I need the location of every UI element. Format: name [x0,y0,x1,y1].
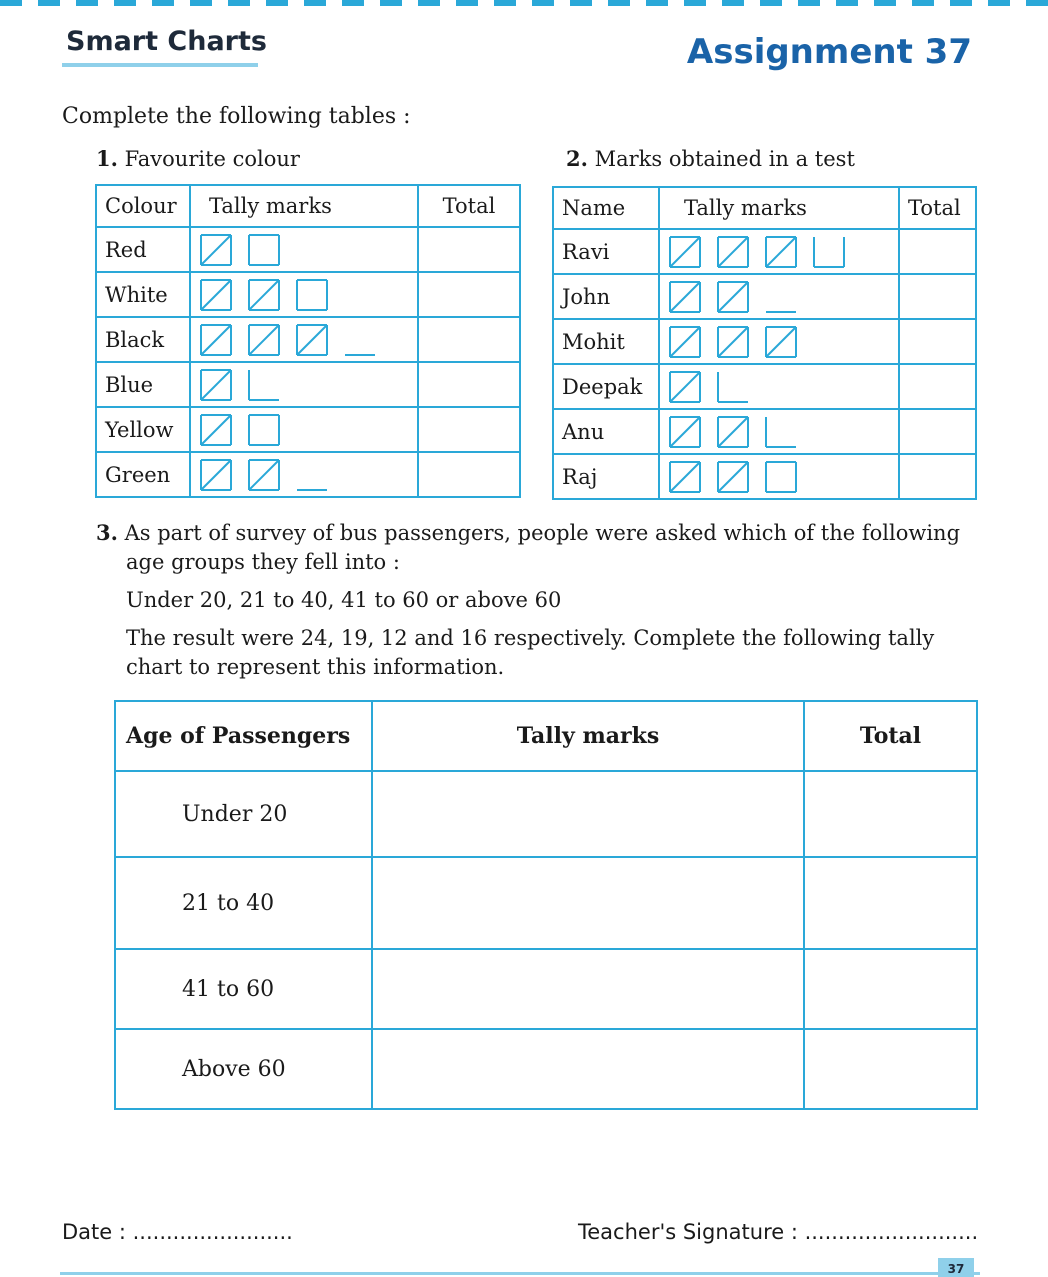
tally-mark-group [716,235,750,269]
tally-mark-group [199,368,233,402]
tally-cell [190,452,418,497]
tally-marks [668,370,890,404]
name-cell: Mohit [553,319,659,364]
tally-mark-group [764,280,798,314]
total-cell[interactable] [804,949,977,1029]
tally-stroke [718,417,748,447]
tally-stroke [201,280,231,310]
table-header-row [96,185,520,227]
tally-stroke [718,327,748,357]
name-cell: White [96,272,190,317]
tally-mark-group [295,458,329,492]
tally-mark-group [199,413,233,447]
tally-stroke [670,327,700,357]
tally-mark-group [716,280,750,314]
name-cell: Raj [553,454,659,499]
q3-number: 3. [96,520,118,545]
q2-number: 2. [566,146,588,171]
bottom-rule [60,1272,980,1275]
q2-title: Marks obtained in a test [594,147,855,171]
table-row [115,771,977,857]
age-group-cell: 41 to 60 [115,949,372,1029]
tally-cell [659,364,899,409]
name-cell: Yellow [96,407,190,452]
tally-mark-group [199,278,233,312]
header-cell: Tally marks [190,185,418,227]
q1-title: Favourite colour [124,147,300,171]
tally-marks [668,415,890,449]
table-row [553,319,976,364]
page-number: 37 [938,1258,974,1277]
name-cell: Deepak [553,364,659,409]
instruction-text: Complete the following tables : [62,104,411,129]
tally-mark-group [668,460,702,494]
tally-cell [659,409,899,454]
table-row [96,317,520,362]
tally-stroke [201,370,231,400]
tally-stroke [201,325,231,355]
tally-mark-group [247,233,281,267]
tally-stroke [249,325,279,355]
q3-result-line1: The result were 24, 19, 12 and 16 respectively. Complete the following tally [126,626,935,650]
table-row [553,454,976,499]
tally-mark-group [764,415,798,449]
tally-stroke [718,237,748,267]
header-cell: Total [418,185,520,227]
q1-heading [96,146,300,171]
tally-marks [199,233,409,267]
tally-mark-group [812,235,846,269]
q1-number: 1. [96,146,118,171]
tally-mark-group [668,235,702,269]
tally-stroke [249,460,279,490]
series-underline [62,63,258,67]
tally-stroke [670,237,700,267]
tally-cell [659,454,899,499]
tally-marks [199,368,409,402]
tally-marks [668,325,890,359]
name-cell: Green [96,452,190,497]
tally-cell[interactable] [372,1029,804,1109]
tally-mark-group [716,415,750,449]
tally-mark-group [199,458,233,492]
tally-mark-group [247,323,281,357]
tally-mark-group [764,235,798,269]
tally-mark-group [764,460,798,494]
table-row [115,857,977,949]
tally-mark-group [668,280,702,314]
age-group-cell: Under 20 [115,771,372,857]
table-row [96,362,520,407]
tally-mark-group [247,458,281,492]
header-cell: Tally marks [372,701,804,771]
tally-mark-group [668,415,702,449]
q3-text [96,518,986,682]
total-cell[interactable] [899,274,976,319]
tally-stroke [718,462,748,492]
name-cell: Blue [96,362,190,407]
total-cell[interactable] [418,407,520,452]
tally-mark-group [247,278,281,312]
tally-stroke [670,282,700,312]
tally-mark-group [247,413,281,447]
table-row [115,1029,977,1109]
q3-groups: Under 20, 21 to 40, 41 to 60 or above 60 [126,588,562,612]
tally-marks [199,413,409,447]
tally-stroke [249,280,279,310]
tally-stroke [718,282,748,312]
header-cell: Name [553,187,659,229]
tally-mark-group [295,278,329,312]
total-cell[interactable] [418,227,520,272]
q2-heading [566,146,855,171]
table-row [96,452,520,497]
tally-stroke [670,462,700,492]
total-cell[interactable] [804,1029,977,1109]
date-field[interactable]: Date : ........................ [62,1220,293,1244]
tally-marks [199,278,409,312]
tally-cell [190,227,418,272]
age-group-cell: Above 60 [115,1029,372,1109]
tally-stroke [201,460,231,490]
tally-cell [190,362,418,407]
table-row [553,409,976,454]
series-title: Smart Charts [66,26,267,57]
header-cell: Total [804,701,977,771]
tally-mark-group [199,233,233,267]
tally-stroke [297,325,327,355]
tally-mark-group [295,323,329,357]
table-row [115,949,977,1029]
passenger-age-table [114,700,978,1110]
name-cell: Red [96,227,190,272]
teacher-signature-field[interactable]: Teacher's Signature : .......................... [578,1220,979,1244]
tally-marks [668,460,890,494]
header-cell: Total [899,187,976,229]
favourite-colour-table [95,184,521,498]
tally-mark-group [343,323,377,357]
header-cell: Tally marks [659,187,899,229]
tally-mark-group [716,325,750,359]
tally-cell [190,407,418,452]
total-cell[interactable] [804,771,977,857]
assignment-title: Assignment 37 [686,32,972,72]
top-dashed-border [0,0,1048,6]
tally-marks [668,280,890,314]
tally-stroke [766,237,796,267]
tally-marks [199,458,409,492]
q3-line2: age groups they fell into : [126,550,400,574]
tally-mark-group [716,460,750,494]
total-cell[interactable] [899,364,976,409]
tally-marks [199,323,409,357]
tally-cell [659,229,899,274]
tally-mark-group [668,325,702,359]
tally-cell [659,319,899,364]
total-cell[interactable] [804,857,977,949]
tally-mark-group [764,325,798,359]
total-cell[interactable] [418,362,520,407]
table-header-row [553,187,976,229]
total-cell[interactable] [418,272,520,317]
tally-stroke [766,327,796,357]
tally-mark-group [716,370,750,404]
q3-line1: As part of survey of bus passengers, people were asked which of the following [124,521,961,545]
tally-stroke [670,417,700,447]
name-cell: Ravi [553,229,659,274]
q3-result-line2: chart to represent this information. [126,655,505,679]
tally-stroke [201,415,231,445]
age-group-cell: 21 to 40 [115,857,372,949]
table-row [553,274,976,319]
table-header-row [115,701,977,771]
total-cell[interactable] [418,317,520,362]
table-row [553,229,976,274]
tally-cell[interactable] [372,949,804,1029]
total-cell[interactable] [418,452,520,497]
name-cell: Black [96,317,190,362]
name-cell: John [553,274,659,319]
total-cell[interactable] [899,409,976,454]
header-cell: Colour [96,185,190,227]
tally-cell [190,272,418,317]
name-cell: Anu [553,409,659,454]
tally-marks [668,235,890,269]
total-cell[interactable] [899,454,976,499]
tally-mark-group [199,323,233,357]
table-row [96,407,520,452]
table-row [96,227,520,272]
table-row [96,272,520,317]
tally-cell[interactable] [372,857,804,949]
tally-stroke [201,235,231,265]
tally-stroke [670,372,700,402]
tally-cell [190,317,418,362]
tally-cell [659,274,899,319]
tally-mark-group [247,368,281,402]
tally-mark-group [668,370,702,404]
total-cell[interactable] [899,319,976,364]
table-row [553,364,976,409]
marks-test-table [552,186,977,500]
total-cell[interactable] [899,229,976,274]
header-cell: Age of Passengers [115,701,372,771]
tally-cell[interactable] [372,771,804,857]
